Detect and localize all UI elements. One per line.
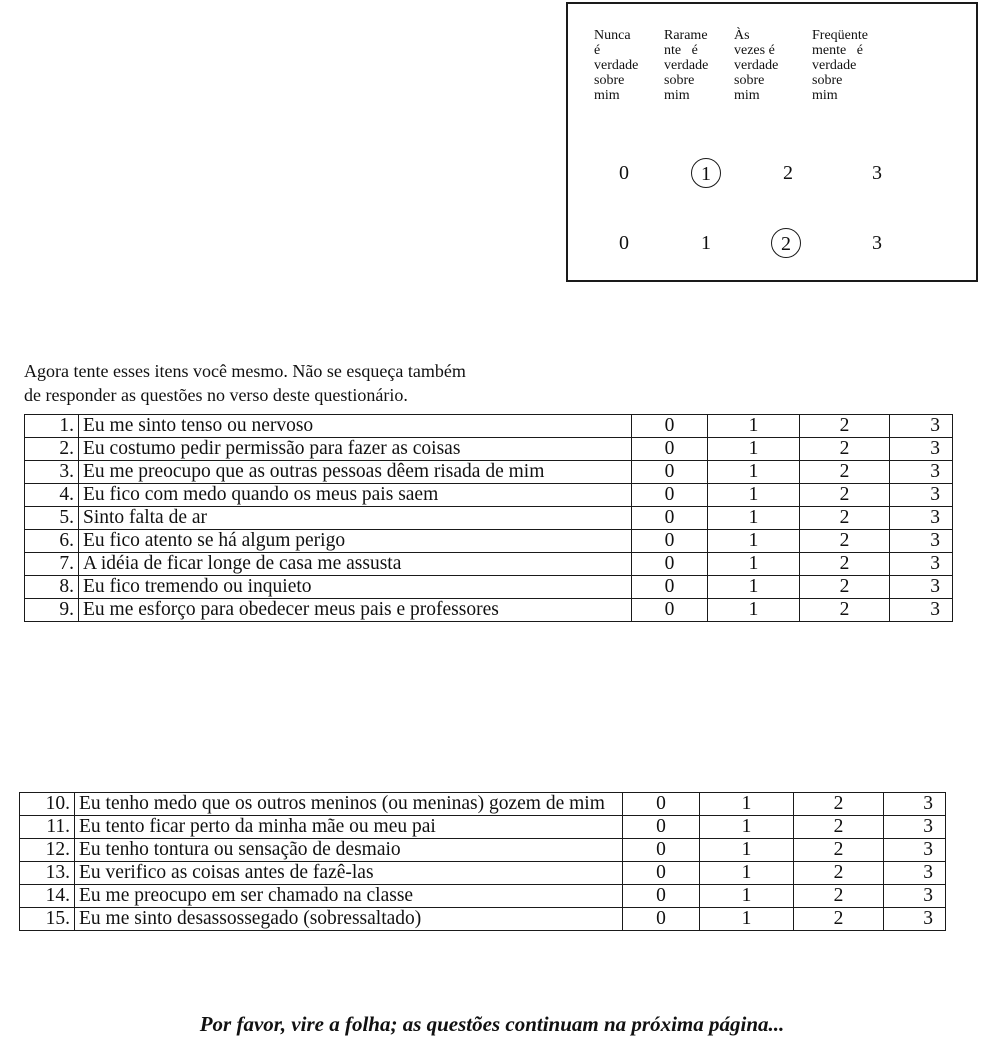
question-row bbox=[25, 461, 953, 484]
question-text: Eu tenho tontura ou sensação de desmaio bbox=[75, 839, 623, 862]
answer-option-1[interactable]: 1 bbox=[708, 484, 800, 507]
answer-option-1[interactable]: 1 bbox=[700, 885, 794, 908]
legend-column-rarely bbox=[664, 28, 728, 103]
question-number: 15. bbox=[20, 908, 75, 931]
answer-option-3[interactable]: 3 bbox=[890, 507, 953, 530]
answer-option-0[interactable]: 0 bbox=[623, 908, 700, 931]
question-row bbox=[25, 553, 953, 576]
answer-option-3[interactable]: 3 bbox=[890, 576, 953, 599]
answer-option-2[interactable]: 2 bbox=[800, 530, 890, 553]
answer-option-2[interactable]: 2 bbox=[794, 908, 884, 931]
question-number: 4. bbox=[25, 484, 79, 507]
answer-option-0[interactable]: 0 bbox=[632, 415, 708, 438]
answer-option-1[interactable]: 1 bbox=[708, 530, 800, 553]
question-number: 13. bbox=[20, 862, 75, 885]
question-row bbox=[20, 885, 946, 908]
question-number: 10. bbox=[20, 793, 75, 816]
answer-option-0[interactable]: 0 bbox=[632, 507, 708, 530]
question-number: 9. bbox=[25, 599, 79, 622]
example1-value-0: 0 bbox=[619, 162, 629, 184]
legend-header: Nunca é verdade sobre mim bbox=[594, 28, 639, 103]
answer-option-2[interactable]: 2 bbox=[794, 839, 884, 862]
answer-option-3[interactable]: 3 bbox=[890, 599, 953, 622]
question-text: Sinto falta de ar bbox=[79, 507, 632, 530]
answer-option-0[interactable]: 0 bbox=[623, 885, 700, 908]
question-number: 3. bbox=[25, 461, 79, 484]
question-row bbox=[25, 438, 953, 461]
example2-value-1: 1 bbox=[701, 232, 711, 254]
answer-option-2[interactable]: 2 bbox=[800, 553, 890, 576]
legend-header: Às vezes é verdade sobre mim bbox=[734, 28, 779, 103]
answer-option-2[interactable]: 2 bbox=[794, 862, 884, 885]
question-row bbox=[25, 484, 953, 507]
question-number: 2. bbox=[25, 438, 79, 461]
answer-option-0[interactable]: 0 bbox=[623, 862, 700, 885]
legend-column-sometimes bbox=[734, 28, 798, 103]
answer-option-2[interactable]: 2 bbox=[800, 415, 890, 438]
example1-value-3: 3 bbox=[872, 162, 882, 184]
question-text: Eu fico com medo quando os meus pais saem bbox=[79, 484, 632, 507]
question-text: A idéia de ficar longe de casa me assusta bbox=[79, 553, 632, 576]
answer-option-3[interactable]: 3 bbox=[890, 415, 953, 438]
answer-option-1[interactable]: 1 bbox=[700, 816, 794, 839]
answer-option-2[interactable]: 2 bbox=[794, 885, 884, 908]
answer-option-0[interactable]: 0 bbox=[632, 530, 708, 553]
question-number: 1. bbox=[25, 415, 79, 438]
answer-option-3[interactable]: 3 bbox=[884, 908, 946, 931]
question-text: Eu me preocupo que as outras pessoas dêem risada de mim bbox=[79, 461, 632, 484]
question-row bbox=[20, 908, 946, 931]
question-row bbox=[20, 839, 946, 862]
answer-option-2[interactable]: 2 bbox=[800, 461, 890, 484]
question-text: Eu costumo pedir permissão para fazer as coisas bbox=[79, 438, 632, 461]
answer-option-1[interactable]: 1 bbox=[708, 576, 800, 599]
answer-option-0[interactable]: 0 bbox=[632, 599, 708, 622]
question-row bbox=[20, 793, 946, 816]
answer-option-3[interactable]: 3 bbox=[884, 839, 946, 862]
question-row bbox=[25, 599, 953, 622]
answer-option-3[interactable]: 3 bbox=[890, 461, 953, 484]
question-number: 8. bbox=[25, 576, 79, 599]
response-legend-box bbox=[566, 2, 978, 282]
answer-option-2[interactable]: 2 bbox=[800, 484, 890, 507]
question-number: 5. bbox=[25, 507, 79, 530]
legend-header: Freqüente mente é verdade sobre mim bbox=[812, 28, 868, 103]
question-row bbox=[25, 415, 953, 438]
question-text: Eu fico atento se há algum perigo bbox=[79, 530, 632, 553]
example2-value-0: 0 bbox=[619, 232, 629, 254]
answer-option-0[interactable]: 0 bbox=[632, 576, 708, 599]
question-text: Eu me sinto tenso ou nervoso bbox=[79, 415, 632, 438]
answer-option-1[interactable]: 1 bbox=[700, 908, 794, 931]
answer-option-0[interactable]: 0 bbox=[632, 438, 708, 461]
question-text: Eu verifico as coisas antes de fazê-las bbox=[75, 862, 623, 885]
answer-option-3[interactable]: 3 bbox=[890, 484, 953, 507]
answer-option-2[interactable]: 2 bbox=[800, 507, 890, 530]
questionnaire-table-1 bbox=[24, 414, 953, 622]
answer-option-3[interactable]: 3 bbox=[884, 793, 946, 816]
answer-option-2[interactable]: 2 bbox=[794, 816, 884, 839]
question-row bbox=[20, 862, 946, 885]
answer-option-1[interactable]: 1 bbox=[708, 461, 800, 484]
answer-option-1[interactable]: 1 bbox=[708, 415, 800, 438]
question-number: 11. bbox=[20, 816, 75, 839]
answer-option-0[interactable]: 0 bbox=[632, 484, 708, 507]
answer-option-2[interactable]: 2 bbox=[800, 438, 890, 461]
question-text: Eu tento ficar perto da minha mãe ou meu pai bbox=[75, 816, 623, 839]
question-number: 12. bbox=[20, 839, 75, 862]
answer-option-2[interactable]: 2 bbox=[794, 793, 884, 816]
answer-option-3[interactable]: 3 bbox=[890, 553, 953, 576]
example1-value-2: 2 bbox=[783, 162, 793, 184]
answer-option-2[interactable]: 2 bbox=[800, 599, 890, 622]
answer-option-0[interactable]: 0 bbox=[632, 461, 708, 484]
instructions-text: Agora tente esses itens você mesmo. Não se esqueça também de responder as questões no verso deste questionário. bbox=[24, 361, 466, 405]
answer-option-3[interactable]: 3 bbox=[890, 438, 953, 461]
question-row bbox=[20, 816, 946, 839]
answer-option-3[interactable]: 3 bbox=[884, 816, 946, 839]
answer-option-3[interactable]: 3 bbox=[884, 885, 946, 908]
question-number: 7. bbox=[25, 553, 79, 576]
answer-option-1[interactable]: 1 bbox=[708, 438, 800, 461]
legend-header: Rarame nte é verdade sobre mim bbox=[664, 28, 709, 103]
question-number: 14. bbox=[20, 885, 75, 908]
question-text: Eu me esforço para obedecer meus pais e professores bbox=[79, 599, 632, 622]
question-text: Eu fico tremendo ou inquieto bbox=[79, 576, 632, 599]
example2-circled-value: 2 bbox=[771, 228, 801, 258]
answer-option-0[interactable]: 0 bbox=[623, 793, 700, 816]
answer-option-3[interactable]: 3 bbox=[890, 530, 953, 553]
question-row bbox=[25, 507, 953, 530]
example1-circled-value: 1 bbox=[691, 158, 721, 188]
answer-option-2[interactable]: 2 bbox=[800, 576, 890, 599]
questionnaire-table-2 bbox=[19, 792, 946, 931]
footer-note: Por favor, vire a folha; as questões continuam na próxima página... bbox=[199, 1012, 785, 1036]
legend-column-often bbox=[812, 28, 902, 103]
answer-option-3[interactable]: 3 bbox=[884, 862, 946, 885]
answer-option-1[interactable]: 1 bbox=[708, 553, 800, 576]
answer-option-0[interactable]: 0 bbox=[623, 839, 700, 862]
question-row bbox=[25, 530, 953, 553]
question-text: Eu tenho medo que os outros meninos (ou meninas) gozem de mim bbox=[75, 793, 623, 816]
question-row bbox=[25, 576, 953, 599]
answer-option-0[interactable]: 0 bbox=[623, 816, 700, 839]
answer-option-1[interactable]: 1 bbox=[700, 839, 794, 862]
answer-option-1[interactable]: 1 bbox=[708, 599, 800, 622]
answer-option-1[interactable]: 1 bbox=[708, 507, 800, 530]
legend-column-never bbox=[594, 28, 658, 103]
question-number: 6. bbox=[25, 530, 79, 553]
answer-option-0[interactable]: 0 bbox=[632, 553, 708, 576]
question-text: Eu me sinto desassossegado (sobressaltado) bbox=[75, 908, 623, 931]
answer-option-1[interactable]: 1 bbox=[700, 793, 794, 816]
example2-value-3: 3 bbox=[872, 232, 882, 254]
answer-option-1[interactable]: 1 bbox=[700, 862, 794, 885]
question-text: Eu me preocupo em ser chamado na classe bbox=[75, 885, 623, 908]
